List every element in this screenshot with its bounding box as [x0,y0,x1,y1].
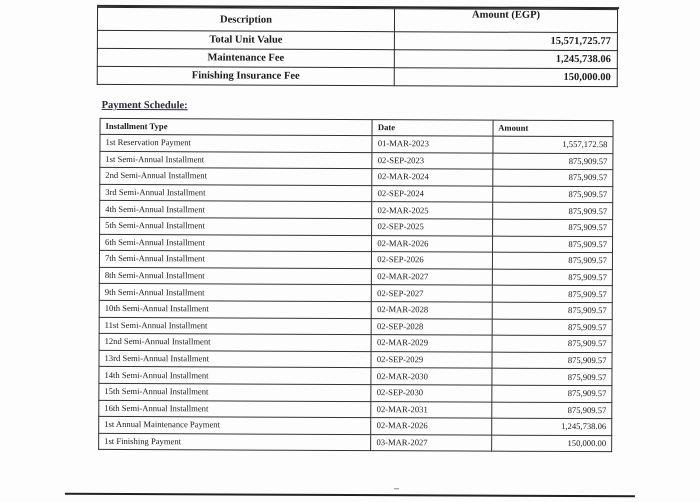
schedule-body [99,134,613,452]
schedule-row-date: 02-SEP-2027 [372,285,492,302]
schedule-row-date: 02-MAR-2031 [371,401,491,418]
schedule-row-type: 1st Annual Maintenance Payment [99,416,371,434]
schedule-row [100,151,613,170]
schedule-row [100,134,613,153]
schedule-row-date: 02-MAR-2026 [372,235,492,252]
schedule-row-amount: 875,909.57 [492,236,612,253]
schedule-row-date: 02-MAR-2029 [371,335,491,352]
schedule-row-amount: 875,909.57 [492,335,612,352]
schedule-row-amount: 875,909.57 [492,285,612,302]
summary-header-row [97,7,617,32]
summary-row [97,48,617,68]
schedule-row-date: 02-SEP-2025 [372,219,492,236]
schedule-row-date: 02-MAR-2024 [372,169,492,186]
schedule-row-amount: 1,245,738.06 [491,418,611,435]
summary-body [97,30,617,86]
summary-header-description: Description [97,7,394,31]
summary-row-amount: 150,000.00 [394,68,617,87]
schedule-row-date: 02-MAR-2027 [372,268,492,285]
schedule-row-amount: 875,909.57 [492,385,612,402]
schedule-row [99,251,612,270]
schedule-row [99,284,612,303]
schedule-row [99,267,612,286]
schedule-row [99,234,612,253]
schedule-row-date: 02-SEP-2028 [371,318,491,335]
schedule-row [100,168,613,187]
schedule-row-amount: 875,909.57 [492,186,612,203]
schedule-row-date: 01-MAR-2023 [372,136,492,153]
schedule-row-type: 13rd Semi-Annual Installment [99,350,371,368]
schedule-row-amount: 875,909.57 [492,252,612,269]
schedule-row [99,367,612,386]
schedule-row-type: 10th Semi-Annual Installment [99,300,371,318]
schedule-row-date: 02-SEP-2030 [371,385,491,402]
schedule-row-type: 7th Semi-Annual Installment [99,251,371,269]
schedule-row [99,350,612,369]
scan-mark [394,488,399,489]
schedule-row [100,217,613,236]
bottom-rule [65,493,635,497]
schedule-row-date: 02-SEP-2029 [371,351,491,368]
schedule-row-date: 03-MAR-2027 [371,434,491,451]
schedule-row-date: 02-SEP-2023 [372,152,492,169]
schedule-row [99,416,612,435]
schedule-row-type: 11st Semi-Annual Installment [99,317,371,335]
schedule-row-type: 9th Semi-Annual Installment [99,284,371,302]
schedule-header-date: Date [372,120,492,137]
schedule-row-date: 02-MAR-2028 [372,302,492,319]
schedule-header-amount: Amount [493,120,613,137]
schedule-row-amount: 875,909.57 [492,368,612,385]
schedule-row [100,201,613,220]
schedule-row-amount: 875,909.57 [492,269,612,286]
schedule-row-date: 02-MAR-2030 [371,368,491,385]
summary-row-label: Maintenance Fee [97,48,394,67]
schedule-row-type: 5th Semi-Annual Installment [100,217,372,235]
schedule-row-type: 6th Semi-Annual Installment [99,234,371,252]
schedule-row-type: 4th Semi-Annual Installment [100,201,372,219]
schedule-row-type: 1st Semi-Annual Installment [100,151,372,169]
summary-table [97,7,618,87]
schedule-row-type: 1st Finishing Payment [99,433,371,451]
schedule-row-date: 02-MAR-2026 [371,418,491,435]
schedule-row-amount: 875,909.57 [492,352,612,369]
schedule-row-amount: 875,909.57 [491,402,611,419]
schedule-row [99,400,612,419]
schedule-row [99,334,612,353]
schedule-row-amount: 875,909.57 [492,202,612,219]
summary-row-amount: 1,245,738.06 [394,50,617,69]
schedule-row-amount: 1,557,172.58 [493,136,613,153]
schedule-row-type: 2nd Semi-Annual Installment [100,168,372,186]
schedule-row-amount: 150,000.00 [491,435,611,452]
payment-schedule-table [98,118,613,453]
summary-row [97,66,617,86]
schedule-row-amount: 875,909.57 [492,169,612,186]
schedule-row-type: 16th Semi-Annual Installment [99,400,371,418]
schedule-row-type: 1st Reservation Payment [100,134,372,152]
schedule-row-amount: 875,909.57 [493,153,613,170]
summary-row [97,30,617,50]
schedule-row [99,433,612,452]
schedule-row-date: 02-SEP-2024 [372,185,492,202]
schedule-header-type: Installment Type [100,118,372,135]
summary-header-amount: Amount (EGP) [394,9,617,33]
schedule-row-type: 12nd Semi-Annual Installment [99,334,371,352]
schedule-row [99,300,612,319]
schedule-row [100,184,613,203]
schedule-row-amount: 875,909.57 [492,219,612,236]
summary-row-label: Finishing Insurance Fee [97,66,394,85]
schedule-row-type: 14th Semi-Annual Installment [99,367,371,385]
schedule-row-date: 02-MAR-2025 [372,202,492,219]
schedule-row-type: 8th Semi-Annual Installment [99,267,371,285]
schedule-row-amount: 875,909.57 [492,319,612,336]
schedule-row [99,317,612,336]
schedule-row-amount: 875,909.57 [492,302,612,319]
schedule-row-type: 15th Semi-Annual Installment [99,383,371,401]
schedule-row [99,383,612,402]
summary-row-amount: 15,571,725.77 [394,32,617,51]
payment-schedule-title: Payment Schedule: [101,99,188,112]
summary-row-label: Total Unit Value [97,30,394,49]
schedule-row-type: 3rd Semi-Annual Installment [100,184,372,202]
schedule-row-date: 02-SEP-2026 [372,252,492,269]
